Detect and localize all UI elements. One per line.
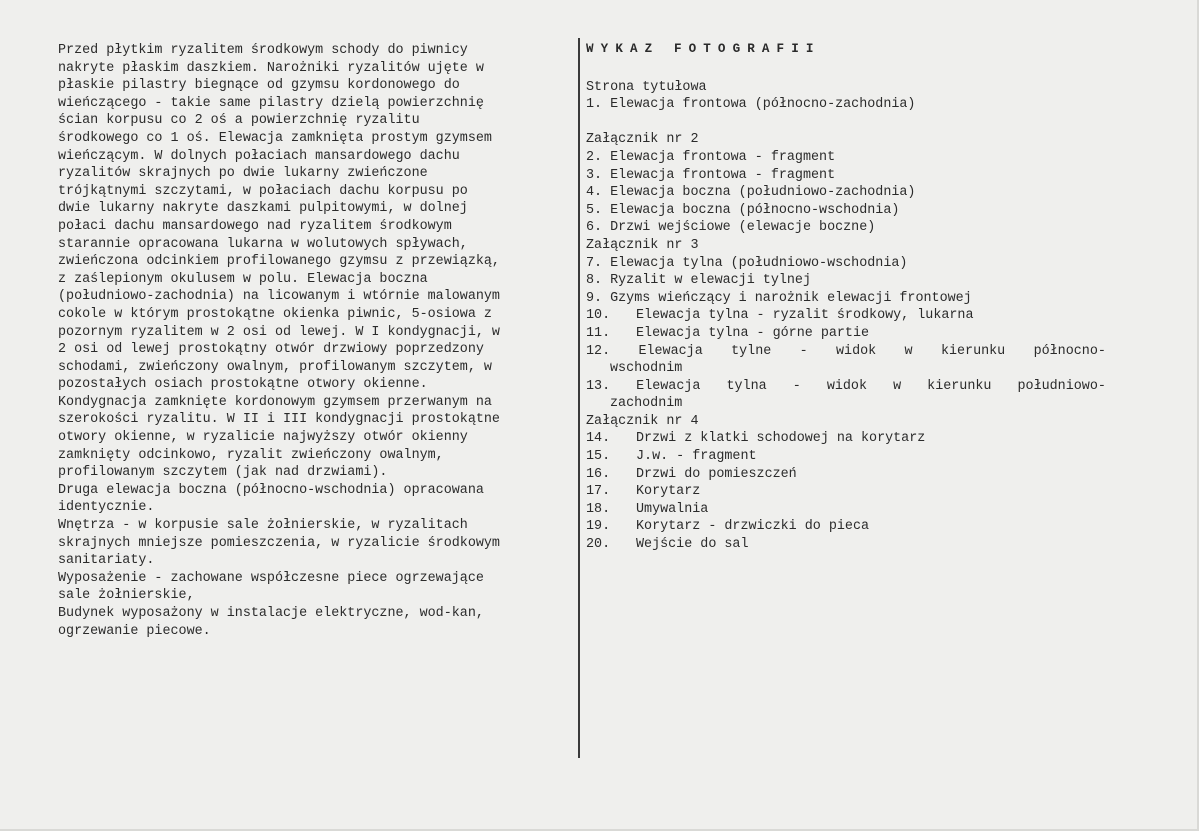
item-word: -: [792, 378, 801, 394]
photo-list-item: [586, 255, 1126, 273]
photo-list-item: [586, 343, 1126, 378]
item-text: Elewacja frontowa - fragment: [602, 167, 836, 183]
item-text: Wejście do sal: [636, 537, 749, 553]
description-line: Wyposażenie - zachowane współczesne piece ogrzewające: [58, 570, 484, 586]
photo-list-item: [586, 149, 1126, 167]
column-divider: [578, 38, 580, 758]
description-line: szerokości ryzalitu. W II i III kondygnacji prostokątne: [58, 412, 500, 428]
description-line: ścian korpusu co 2 oś a powierzchnię ryzalitu: [58, 113, 420, 129]
description-line: zamknięty odcinkowo, ryzalit zwieńczony owalnym,: [58, 447, 444, 463]
description-line: Druga elewacja boczna (północno-wschodnia) opracowana: [58, 482, 484, 498]
photo-list-item: [586, 307, 1126, 325]
description-line: pozostałych osiach prostokątne otwory okienne.: [58, 377, 428, 393]
item-text: Gzyms wieńczący i narożnik elewacji frontowej: [602, 290, 972, 306]
description-line: nakryte płaskim daszkiem. Narożniki ryzalitów ujęte w: [58, 60, 484, 76]
item-word: kierunku: [927, 378, 992, 394]
item-number: 4.: [586, 185, 603, 201]
description-line: zwieńczona odcinkiem profilowanego gzymsu z przewiązką,: [58, 254, 500, 270]
photo-list-item: [586, 290, 1126, 308]
item-number: 2.: [586, 149, 603, 165]
photo-list-item: [586, 167, 1126, 185]
item-text: Elewacja boczna (północno-wschodnia): [602, 202, 900, 218]
item-number: 14.: [586, 431, 611, 447]
item-text: Korytarz - drzwiczki do pieca: [636, 519, 870, 535]
attachment-4-label: Załącznik nr 4: [586, 413, 699, 429]
item-text: Elewacja tylna - górne partie: [636, 325, 870, 341]
title-page-label: Strona tytułowa: [586, 79, 707, 95]
item-word: tylna: [726, 378, 767, 394]
item-number: 11.: [586, 325, 611, 341]
photo-list-item: [586, 325, 1126, 343]
description-line: ryzalitów skrajnych po dwie lukarny zwieńczone: [58, 166, 428, 182]
photo-list-item: [586, 378, 1126, 413]
item-text: Umywalnia: [636, 501, 709, 517]
description-line: pozornym ryzalitem w 2 osi od lewej. W I kondygnacji, w: [58, 324, 500, 340]
description-line: płaskie pilastry biegnące od gzymsu kordonowego do: [58, 78, 460, 94]
photo-list-item: [586, 96, 1126, 114]
photo-list-item: [586, 219, 1126, 237]
description-line: skrajnych mniejsze pomieszczenia, w ryzalicie środkowym: [58, 535, 500, 551]
item-continuation: zachodnim: [610, 396, 683, 412]
item-text: Drzwi z klatki schodowej na korytarz: [636, 431, 926, 447]
item-word: w: [893, 378, 902, 394]
item-word: południowo-: [1017, 378, 1106, 394]
item-text: Ryzalit w elewacji tylnej: [602, 273, 812, 289]
photo-list-item: [586, 430, 1126, 448]
photo-list-item: [586, 501, 1126, 519]
description-line: wieńczącego - takie same pilastry dzielą powierzchnię: [58, 95, 484, 111]
item-number: 16.: [586, 466, 611, 482]
item-number: 6.: [586, 220, 603, 236]
item-word: -: [799, 343, 808, 359]
photo-list-item: [586, 483, 1126, 501]
item-word: w: [904, 343, 913, 359]
description-line: ogrzewanie piecowe.: [58, 623, 211, 639]
photo-list-item: [586, 448, 1126, 466]
description-line: połaci dachu mansardowego nad ryzalitem środkowym: [58, 218, 452, 234]
item-word: Elewacja: [638, 343, 703, 359]
item-text: Korytarz: [636, 484, 701, 500]
justified-line: [586, 378, 1106, 396]
item-text: Elewacja tylna - ryzalit środkowy, lukarna: [636, 308, 974, 324]
item-text: Drzwi wejściowe (elewacje boczne): [602, 220, 876, 236]
item-number: 17.: [586, 484, 611, 500]
item-word: północno-: [1033, 343, 1106, 359]
description-line: Budynek wyposażony w instalacje elektryczne, wod-kan,: [58, 606, 484, 621]
item-number: 9.: [586, 290, 603, 306]
item-number: 20.: [586, 537, 611, 553]
description-line: profilowanym szczytem (jak nad drzwiami).: [58, 465, 388, 481]
description-line: starannie opracowana lukarna w wolutowych spływach,: [58, 236, 468, 252]
description-line: sale żołnierskie,: [58, 588, 195, 604]
item-number: 15.: [586, 449, 611, 465]
description-line: wieńczącym. W dolnych połaciach mansardowego dachu: [58, 148, 460, 164]
item-text: Elewacja boczna (południowo-zachodnia): [602, 185, 916, 201]
photo-list-column: [586, 41, 1126, 554]
description-column: [58, 42, 570, 640]
item-number: 7.: [586, 255, 603, 271]
photo-list-heading: WYKAZ FOTOGRAFII: [586, 42, 821, 56]
justified-line: [586, 343, 1106, 361]
description-line: (południowo-zachodnia) na licowanym i wtórnie malowanym: [58, 289, 500, 305]
item-number: 3.: [586, 167, 603, 183]
item-number: 19.: [586, 519, 611, 535]
description-line: trójkątnymi szczytami, w połaciach dachu korpusu po: [58, 183, 468, 199]
item-word: widok: [826, 378, 868, 394]
description-line: cokole w którym prostokątne okienka piwnic, 5-osiowa z: [58, 306, 492, 322]
item-word: widok: [836, 343, 877, 359]
item-text: J.w. - fragment: [636, 449, 757, 465]
attachment-2-label: Załącznik nr 2: [586, 132, 699, 148]
description-line: środkowego co 1 oś. Elewacja zamknięta prostym gzymsem: [58, 130, 492, 146]
description-line: z zaślepionym okulusem w polu. Elewacja boczna: [58, 271, 428, 287]
description-line: dwie lukarny nakryte daszkami pulpitowymi, w dolnej: [58, 201, 468, 217]
description-line: Przed płytkim ryzalitem środkowym schody do piwnicy: [58, 43, 468, 58]
item-continuation: wschodnim: [610, 361, 683, 377]
description-line: identycznie.: [58, 500, 155, 516]
item-text: Elewacja frontowa - fragment: [602, 149, 836, 165]
photo-list-item: [586, 536, 1126, 554]
description-line: schodami, zwieńczony owalnym, profilowanym szczytem, w: [58, 359, 492, 375]
item-number: 18.: [586, 501, 611, 517]
item-number: 13.: [586, 378, 611, 394]
item-text: Drzwi do pomieszczeń: [636, 466, 797, 482]
description-line: otwory okienne, w ryzalicie najwyższy otwór okienny: [58, 430, 468, 446]
item-number: 5.: [586, 202, 603, 218]
description-line: Wnętrza - w korpusie sale żołnierskie, w ryzalitach: [58, 518, 468, 534]
description-line: 2 osi od lewej prostokątny otwór drzwiowy poprzedzony: [58, 342, 484, 358]
item-number: 8.: [586, 273, 603, 289]
photo-list-item: [586, 202, 1126, 220]
item-text: Elewacja frontowa (północno-zachodnia): [602, 97, 916, 113]
item-number: 12.: [586, 343, 611, 359]
description-line: Kondygnacja zamknięte kordonowym gzymsem przerwanym na: [58, 394, 492, 410]
photo-list-item: [586, 184, 1126, 202]
item-number: 1.: [586, 97, 603, 113]
photo-list-item: [586, 272, 1126, 290]
attachment-3-label: Załącznik nr 3: [586, 237, 699, 253]
item-word: kierunku: [940, 343, 1006, 359]
photo-list-item: [586, 466, 1126, 484]
photo-list-item: [586, 518, 1126, 536]
item-number: 10.: [586, 308, 611, 324]
item-word: tylne: [731, 343, 772, 359]
item-word: Elewacja: [636, 378, 701, 394]
description-line: sanitariaty.: [58, 553, 155, 569]
item-text: Elewacja tylna (południowo-wschodnia): [602, 255, 908, 271]
